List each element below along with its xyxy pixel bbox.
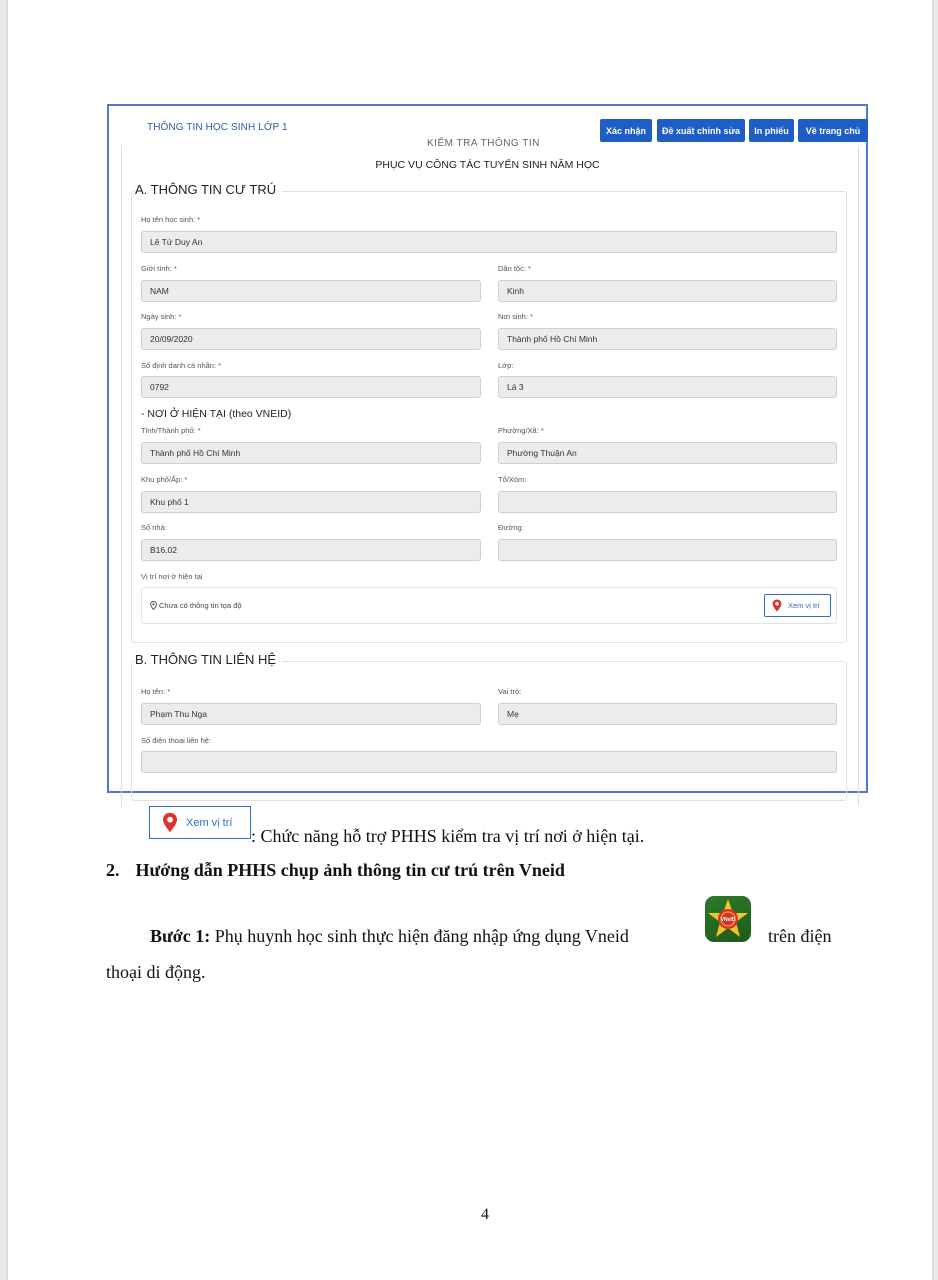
quarter-label: Khu phố/Ấp: * xyxy=(141,475,188,484)
callout-description: : Chức năng hỗ trợ PHHS kiểm tra vị trí nơi ở hiện tại. xyxy=(251,826,645,846)
ethnicity-field[interactable]: Kinh xyxy=(498,280,837,302)
section-b-box xyxy=(131,652,847,801)
subtitle: PHỤC VỤ CÔNG TÁC TUYỂN SINH NĂM HỌC xyxy=(375,159,600,171)
section-heading xyxy=(106,860,565,881)
map-pin-icon xyxy=(162,812,178,833)
view-location-button[interactable] xyxy=(764,594,831,617)
phone-label: Số điện thoại liên hệ: xyxy=(141,736,212,745)
house-field[interactable]: B16.02 xyxy=(141,539,481,561)
street-field[interactable] xyxy=(498,539,837,561)
residence-heading: - NƠI Ở HIỆN TẠI (theo VNEID) xyxy=(141,408,292,420)
section-a-title: A. THÔNG TIN CƯ TRÚ xyxy=(135,182,282,197)
student-name-field[interactable]: Lê Tứ Duy An xyxy=(141,231,837,253)
page-number: 4 xyxy=(481,1206,489,1223)
birthplace-field[interactable]: Thành phố Hồ Chí Minh xyxy=(498,328,837,350)
role-field[interactable]: Mẹ xyxy=(498,703,837,725)
step-1-paragraph xyxy=(150,926,629,947)
confirm-button[interactable]: Xác nhận xyxy=(600,119,652,142)
contact-name-label: Họ tên: * xyxy=(141,687,171,696)
vneid-logo-icon xyxy=(705,896,751,942)
student-name-label: Họ tên học sinh: * xyxy=(141,215,201,224)
ward-label: Phường/Xã: * xyxy=(498,426,544,435)
suggest-edit-button[interactable]: Đề xuất chỉnh sửa xyxy=(657,119,745,142)
class-field[interactable]: Lá 3 xyxy=(498,376,837,398)
step-text: Phụ huynh học sinh thực hiện đăng nhập ứng dụng Vneid xyxy=(210,926,629,946)
dob-label: Ngày sinh: * xyxy=(141,312,182,321)
contact-name-field[interactable]: Phạm Thu Nga xyxy=(141,703,481,725)
gender-label: Giới tính: * xyxy=(141,264,177,273)
embedded-screenshot xyxy=(107,104,868,793)
location-status: Chưa có thông tin tọa độ xyxy=(150,601,242,610)
street-label: Đường: xyxy=(498,523,524,532)
view-location-label: Xem vị trí xyxy=(788,601,820,610)
home-button[interactable]: Về trang chủ xyxy=(798,119,868,142)
heading-number: 2. xyxy=(106,860,120,880)
location-label: Vị trí nơi ở hiện tại xyxy=(141,572,203,581)
map-pin-icon xyxy=(772,599,782,612)
quarter-field[interactable]: Khu phố 1 xyxy=(141,491,481,513)
section-b-title: B. THÔNG TIN LIÊN HỆ xyxy=(135,652,282,667)
province-field[interactable]: Thành phố Hồ Chí Minh xyxy=(141,442,481,464)
hamlet-label: Tổ/Xóm: xyxy=(498,475,527,484)
svg-text:VNeID: VNeID xyxy=(720,917,736,923)
header-title: THÔNG TIN HỌC SINH LỚP 1 xyxy=(147,122,288,133)
class-label: Lớp: xyxy=(498,361,514,370)
heading-text: Hướng dẫn PHHS chụp ảnh thông tin cư trú trên Vneid xyxy=(135,860,565,880)
ward-field[interactable]: Phường Thuận An xyxy=(498,442,837,464)
gender-field[interactable]: NAM xyxy=(141,280,481,302)
role-label: Vai trò: xyxy=(498,687,522,696)
dob-field[interactable]: 20/09/2020 xyxy=(141,328,481,350)
pin-outline-icon xyxy=(150,601,157,610)
callout-button-label: Xem vị trí xyxy=(186,816,233,829)
id-field[interactable]: 0792 xyxy=(141,376,481,398)
step-text-line2: thoại di động. xyxy=(106,962,206,982)
step-text-end: trên điện xyxy=(768,926,832,946)
cut-title: KIỂM TRA THÔNG TIN xyxy=(427,138,540,149)
id-label: Số định danh cá nhân: * xyxy=(141,361,222,370)
house-label: Số nhà: xyxy=(141,523,167,532)
print-button[interactable]: In phiếu xyxy=(749,119,794,142)
ethnicity-label: Dân tộc: * xyxy=(498,264,531,273)
callout-view-location-button xyxy=(149,806,251,839)
hamlet-field[interactable] xyxy=(498,491,837,513)
province-label: Tỉnh/Thành phố: * xyxy=(141,426,201,435)
step-label: Bước 1: xyxy=(150,926,211,946)
birthplace-label: Nơi sinh: * xyxy=(498,312,533,321)
phone-field[interactable] xyxy=(141,751,837,773)
location-panel xyxy=(141,587,837,624)
